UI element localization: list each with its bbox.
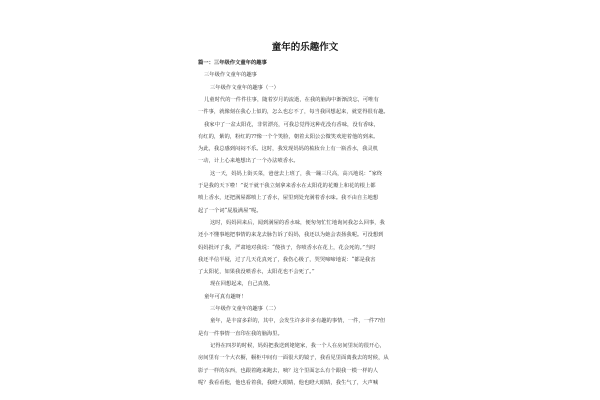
text-line: 一动，计上心来地想出了一个办法喷香水。: [198, 158, 299, 165]
text-line: 房间里有一个大衣橱，橱柜中间有一面很大的镜子，我看见里面离我去的时候，从: [198, 355, 389, 362]
document-title: 童年的乐趣作文: [271, 42, 339, 53]
text-line: 三年级作文童年的趣事（一）: [210, 84, 279, 91]
text-line: 三年级作文童年的趣事（二）: [210, 306, 279, 312]
text-line: 童年，是丰富多彩的，其中，会发生许多许多有趣的事情，一件，一件??但: [210, 318, 386, 325]
document-page: [198, 36, 412, 400]
text-line: 于是我的天下啦！”说干就干我立刻拿来香水在太阳花的花瓣上和花的根上都: [198, 183, 376, 189]
text-line: 影子一样的东西，也跟着跑来跑去，咦？这个里面怎么有个跟我一模一样的人: [198, 367, 379, 374]
text-line: 童年可真有趣呀！: [204, 293, 247, 300]
text-line: 了太阳花，如果我没喷香水，太阳花也不会死了。”: [198, 269, 315, 276]
text-line: 儿童时代的一件件往事，随着岁月的流逝，在我的脑海中渐渐淡忘，可唯有: [204, 96, 379, 103]
text-line: 这一天，妈妈上街买菜，爸爸去上班了，我一蹦三尺高，高兴地说：“家终: [210, 170, 383, 177]
text-line: 妈妈批评了我，严肃地对我说：“傻孩子，你喷香水在花上，花会死的。”当时: [198, 244, 376, 251]
text-line: 喷上香水，还把满屋都喷上了香水，屋里到处充满着香水味。我不由自主地想: [198, 195, 379, 202]
text-line: 有红的，紫的，粉红的??像一个个笑脸，朝着太阳公公微笑欢迎着他的到来。: [198, 133, 379, 140]
text-line: 呢？我看看他，他也看着我，我瞪大眼睛，他也瞪大眼睛，我生气了，大声喊: [198, 379, 379, 386]
text-line: 记得在四岁的时候，妈妈把我送到姥姥家，我一个人在房间里玩的很开心，: [210, 342, 385, 349]
text-line: 我家中了一盆太阳花，非常漂亮，可我总觉得这种花没有香味，没有香味，: [204, 121, 379, 128]
text-line: 一件事，就像刻在我心上似的，怎么也忘不了，每当我回想起来，就觉得很有趣。: [198, 109, 389, 116]
text-line: 是有一件事情一直印在我的脑海里。: [198, 330, 283, 337]
text-line: 现在回想起来，自己真傻。: [210, 281, 274, 288]
text-line: 起了一个词“屁股满屋”呢。: [198, 207, 262, 214]
text-line: 还小不懂事地把事情的来龙去脉告诉了妈妈，我还以为她会表扬我呢。可没想到: [198, 232, 384, 239]
text-line: 篇一：三年级作文童年的趣事: [198, 60, 267, 66]
text-line: 三年级作文童年的趣事: [204, 72, 257, 79]
text-line: 我还半信半疑，过了几天花真死了，我伤心极了，哭哭啼啼地说：“都是我害: [198, 256, 376, 263]
text-line: 为此，我总感到闷闷不乐。这时，我发现妈妈的梳妆台上有一瓶香水，我灵机: [198, 146, 379, 153]
text-line: 这时，妈妈回来后，闻到满屋的香水味，便匆匆忙忙地询问我怎么回事，我: [210, 219, 385, 226]
